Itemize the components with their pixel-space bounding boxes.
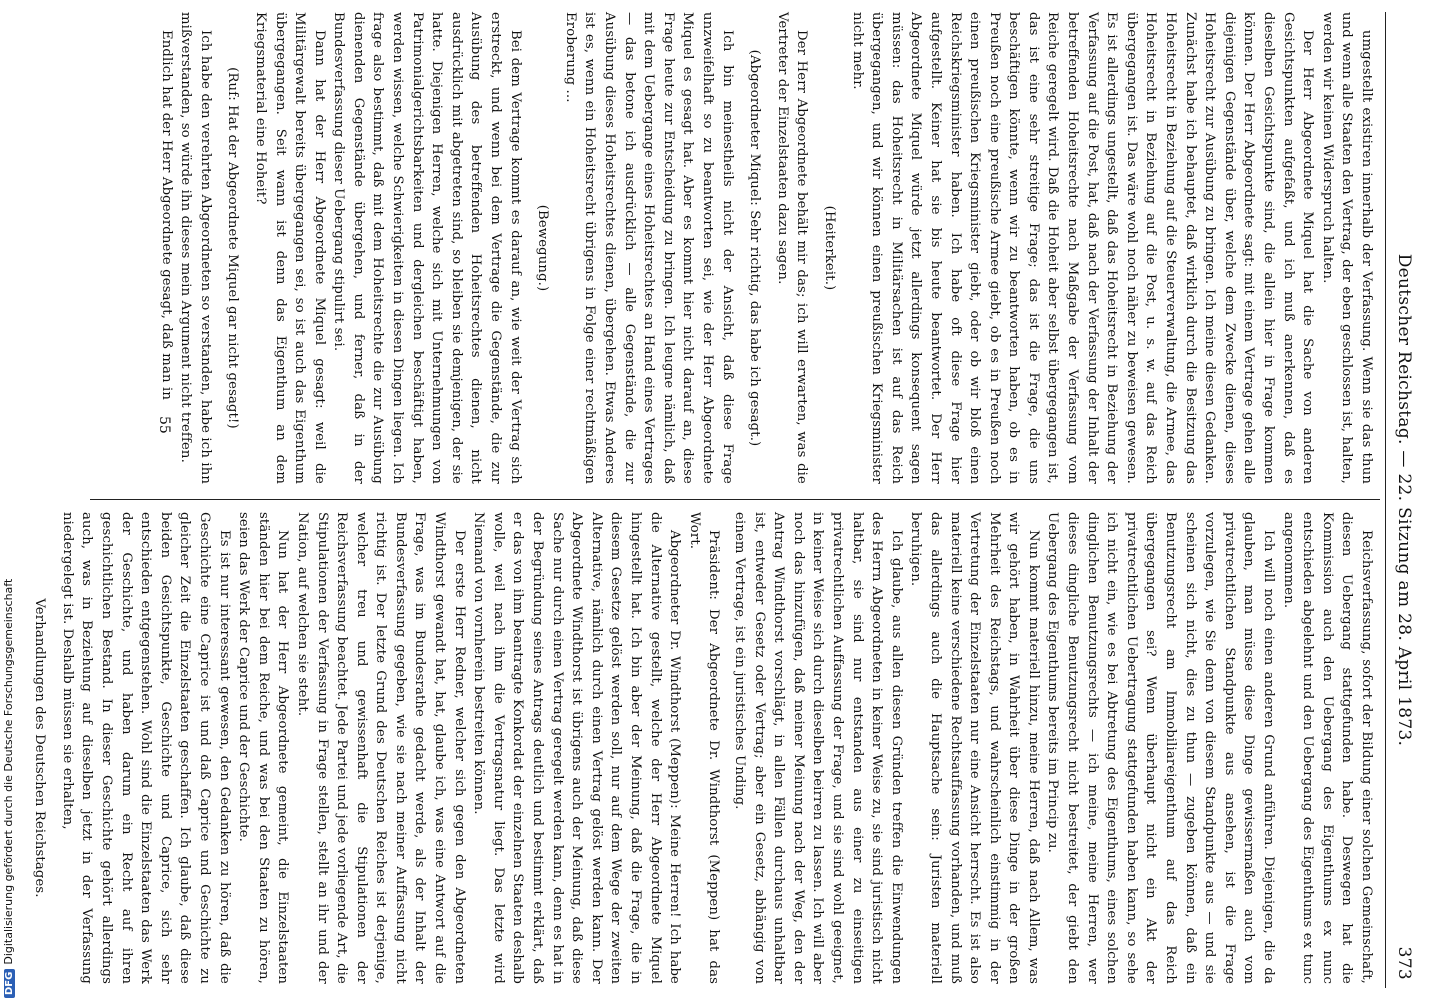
- left-column: [96, 12, 1376, 484]
- paragraph: Ich will noch einen anderen Grund anführen. Diejenigen, die da glauben, man müsse diese Dinge gewissermaßen auch vom privatrechtlichen Standpunkte aus ansehen, ist die Frage vorzulegen, wie Sie denn von diesem Standpunkte aus — und sie scheinen sich nicht, dies zu thun — zugeben können, daß ein Benutzungsrecht am Immobiliareigenthum auf das Reich übergegangen sei? Wenn überhaupt nicht ein Akt der privatrechtlichen Uebertragung stattgefunden haben kann, so sehe ich nicht ein, wie es bei Abtretung des Eigenthums, eines solchen dinglichen Benutzungsrechts — ich meine, meine Herren, wer dieses dingliche Benutzungsrecht nicht bestreitet, der giebt den Uebergang des Eigenthums bereits im Princip zu.: [1045, 512, 1277, 984]
- header-rule: [1385, 12, 1386, 988]
- column-divider: [90, 499, 1380, 500]
- stage-direction: (Heiterkeit.): [821, 205, 837, 291]
- paragraph: Reichsverfassung, sofort der Bildung einer solchen Gemeinschaft, diesen Uebergang stattgefunden habe. Deswegen hat die Kommission auch den Uebergang des Eigenthums ex nunc entschieden abgelehnt und den Uebergang des Eigenthums ex tunc angenommen.: [1280, 512, 1374, 984]
- paragraph: Es ist nur interessant gewesen, den Gedanken zu hören, daß die Geschichte eine Caprice ist und daß Caprice und Geschichte zu gleicher Zeit die Einzelstaaten geschaffen. Ich glaube, daß diese beiden Gesichtspunkte, Geschichte und Caprice, sich sehr entschieden entgegenstehen. Wohl sind die Einzelstaaten das Werk der Geschichte, und haben darum ein Recht auf ihren geschichtlichen Bestand. In dieser Geschichte gehört allerdings auch, was in Beziehung auf dieselben jetzt in der Verfassung niedergelegt ist. Deshalb müssen sie erhalten,: [59, 512, 232, 984]
- paragraph: Ich glaube, aus allen diesen Gründen treffen die Einwendungen des Herrn Abgeordneten in keiner Weise zu, sie sind juristisch nicht haltbar, sie sind nur entstanden aus einer zu einseitigen privatrechtlichen Auffassung der Frage, und sie sind wohl geeignet, in keiner Weise sich durch dieselben beirren zu lassen. Ich will aber noch das hinzufügen, daß meiner Meinung nach der Weg, den der Antrag Windthorst vorschlägt, in allen Fällen durchaus unhaltbar ist, entweder Gesetz oder Vertrag; aber ein Gesetz, abhängig von einem Vertrage, ist ein juristisches Unding.: [732, 512, 904, 984]
- page-number: 373: [1394, 946, 1414, 980]
- stage-direction: (Ruf: Hat der Abgeordnete Miquel gar nicht gesagt!): [225, 67, 241, 429]
- right-column: [32, 512, 1376, 984]
- paragraph: Abgeordneter Dr. Windthorst (Meppen): Meine Herren! Ich habe die Alternative gestellt, welche der Herr Abgeordnete Miquel hingestellt hat. Ich bin aber der Meinung, daß die Frage, die in diesem Gesetze gelöst werden soll, nur auf dem Wege der zweiten Alternative, nämlich durch einen Vertrag gelöst werden kann. Der Abgeordnete Windthorst ist übrigens auch der Meinung, daß diese Sache nur durch einen Vertrag geregelt werden kann, denn es hat in der Begründung seines Antrags deutlich und bestimmt erklärt, daß er das von ihm beantragte Konkordat der einzelnen Staaten deshalb wolle, weil nach ihm die Vertragsnatur liegt. Das letzte wird Niemand von vornherein bestreiten können.: [471, 512, 683, 984]
- paragraph: Nun hat der Herr Abgeordnete gemeint, die Einzelstaaten ständen hier bei dem Reiche, und was bei den Staaten zu hören, seien das Werk der Caprice und der Geschichte.: [236, 512, 291, 984]
- speaker-paragraph: Präsident: Der Abgeordnete Dr. Windthorst (Meppen) hat das Wort.: [686, 512, 722, 984]
- digitization-credit: [2, 579, 15, 998]
- stage-direction: (Abgeordneter Miquel: Sehr richtig, das habe ich gesagt.): [747, 49, 763, 447]
- dfg-logo-icon: DFG: [4, 969, 15, 998]
- rotated-page: [32, 12, 1416, 988]
- digitization-credit-text: Digitalisierung gefördert durch die Deutsche Forschungsgemeinschaft: [2, 578, 15, 965]
- stage-direction: Verhandlungen des Deutschen Reichstages.: [32, 598, 48, 898]
- running-header: [1388, 12, 1416, 988]
- paragraph: Der Herr Abgeordnete behält mir das; ich will erwarten, was die Vertreter der Einzelstaaten dazu sagen.: [774, 12, 810, 484]
- stage-direction: (Bewegung.): [535, 204, 551, 292]
- paragraph: umgestellt existiren innerhalb der Verfassung. Wenn sie das thun und wenn alle Staaten den Vertrag, der eben geschlossen ist, halten, werden wir keinen Widerspruch halten.: [1319, 12, 1374, 484]
- paragraph: Nun kommt materiell hinzu, meine Herren, daß nach Allem, was wir gehört haben, in Wahrheit über diese Dinge in der großen Mehrheit des Reichstags, und wahrscheinlich einstimmig in der Vertretung der Einzelstaaten nur eine Ansicht herrscht. Es ist also materiell keine verschiedene Rechtsauffassung vorhanden, und muß das allerdings auch die Hauptsache sein: Juristen materiell beruhigen.: [908, 512, 1041, 984]
- paragraph: Dann hat der Herr Abgeordnete Miquel gesagt: weil die Militärgewalt bereits übergegangen sei, so ist auch das Eigenthum übergegangen. Seit wann ist denn das Eigenthum an dem Kriegsmaterial eine Hoheit?: [252, 12, 327, 484]
- paragraph: Bei dem Vertrage kommt es darauf an, wie weit der Vertrag sich erstreckt, und wenn bei dem Vertrage die Gegenstände, die zur Ausübung des betreffenden Hoheitsrechtes dienen, nicht ausdrücklich mit abgetreten sind, so bleiben sie demjenigen, der sie hatte. Diejenigen Herren, welche sich mit Unternehmungen von Patrimonialgerichtsbarkeiten und dergleichen beschäftigt haben, werden wissen, welche Schwierigkeiten in diesen Dingen liegen. Ich frage also bestimmt, daß mit dem Hoheitsrechte die zur Ausübung dienenden Gegenstände übergehen, und ferner, daß in der Bundesverfassung dieser Uebergang stipulirt sei.: [331, 12, 523, 484]
- running-title: Deutscher Reichstag. — 22. Sitzung am 28. April 1873.: [1394, 253, 1414, 747]
- signature-mark: 55: [156, 416, 172, 434]
- paragraph: Ich habe den verehrten Abgeordneten so verstanden, habe ich ihn mißverstanden, so würde ihn dieses mein Argument nicht treffen.: [178, 12, 213, 484]
- paragraph: Der erste Herr Redner, welcher sich gegen den Abgeordneten Windthorst gewandt hat, hat, glaube ich, was eine Antwort auf die Frage, was im Bundesrathe gedacht werde, als der Inhalt der Bundesverfassung gegeben, wie sie nach meiner Auffassung nicht richtig ist. Der letzte Grund des Deutschen Reiches ist derjenige, welcher treu und gewissenhaft die Stipulationen der Reichsverfassung beachtet. Jede Partei und jede vorliegende Art, die Stipulationen der Verfassung in Frage stellen, stellt an ihr und der Nation, auf welchen sie steht.: [294, 512, 467, 984]
- paragraph: Endlich hat der Herr Abgeordnete gesagt, daß man in: [158, 30, 174, 400]
- paragraph: Der Herr Abgeordnete Miquel hat die Sache von anderen Gesichtspunkten aufgefaßt, und ich muß anerkennen, daß es dieselben Gesichtspunkte sind, die allein hier in Frage kommen können. Der Herr Abgeordnete sagt: mit einem Vertrage gehen alle diejenigen Gegenstände über, welche dem Zwecke dienen, dieses Hoheitsrecht zur Ausübung zu bringen. Ich meine diesen Gedanken. Zunächst habe ich behauptet, daß wirklich durch die Besitzung das Hoheitsrecht in Beziehung auf die Steuerverwaltung, die Armee, das Hoheitsrecht in Beziehung auf die Post, u. s. w. auf das Reich übergegangen ist. Das wäre wohl noch näher zu beweisen gewesen. Es ist allerdings ungestellt, daß das Hoheitsrecht in Beziehung der Verfassung auf die Post, hat, daß nach der Verfassung der Inhalt der betreffenden Hoheitsrechte nach Maßgabe der Verfassung vom Reiche geregelt wird. Daß die Hoheit aber selbst übergegangen ist, das ist eine sehr streitige Frage; das ist die Frage, die uns beschäftigen könnte, wenn wir zu beantworten haben, ob es in Preußen noch eine preußische Armee giebt, ob es in Preußen noch einen preußischen Kriegsminister giebt, oder ob wir bloß einen Reichskriegsminister haben. Ich habe oft diese Frage hier aufgestellt. Keiner hat sie bis heute beantwortet. Der Herr Abgeordnete Miquel würde jetzt allerdings konsequent sagen müssen: das Hoheitsrecht in Militärsachen ist auf das Reich übergegangen, und wir können einen preußischen Kriegsminister nicht mehr.: [849, 12, 1316, 484]
- paragraph: Ich bin meinestheils nicht der Ansicht, daß diese Frage unzweifelhaft so zu beantworten sei, wie der Herr Abgeordnete Miquel es gesagt hat. Aber es kommt hier nicht darauf an, diese Frage heute zur Entscheidung zu bringen. Ich leugne nämlich, daß mit dem Uebergange eines Hoheitsrechtes an Hand eines Vertrages — das betone ich ausdrücklich — alle Gegenstände, die zur Ausübung dieses Hoheitsrechtes dienen, übergehen. Etwas Anderes ist es, wenn ein Hoheitsrecht übrigens in Folge einer rechtmäßigen Eroberung ...: [562, 12, 735, 484]
